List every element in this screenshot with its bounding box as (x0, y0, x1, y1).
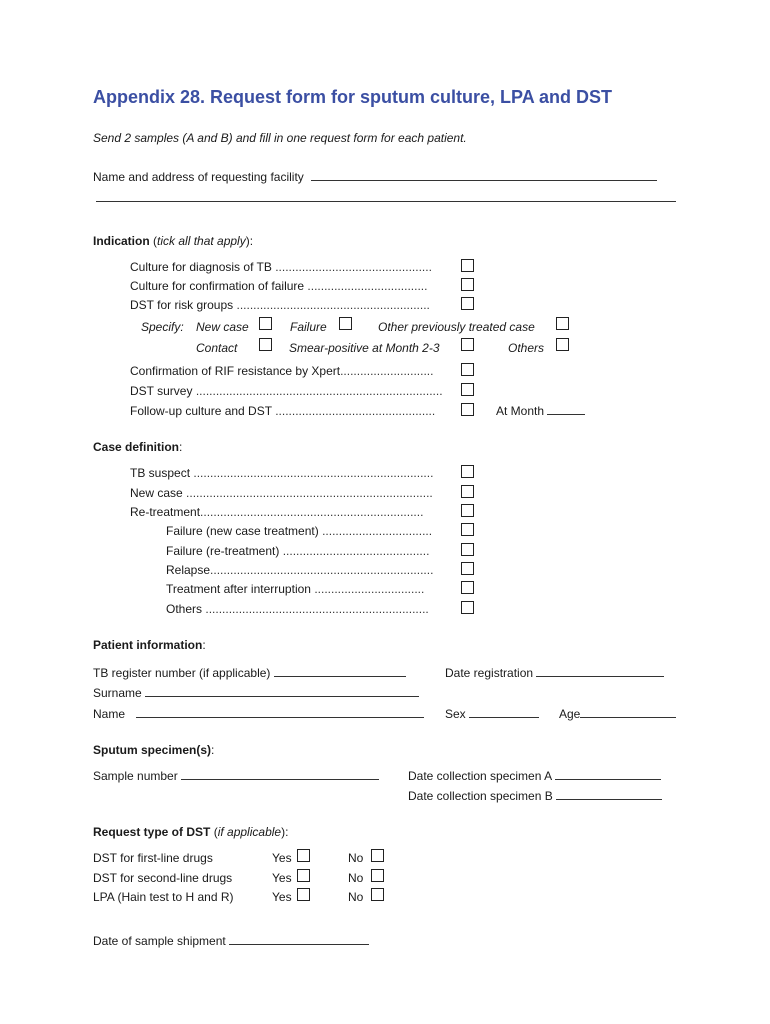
indication-checkbox[interactable] (461, 297, 474, 310)
no-checkbox[interactable] (371, 849, 384, 862)
indication-item: DST survey .......................................................................... (130, 384, 443, 398)
case-checkbox[interactable] (461, 543, 474, 556)
case-item: New case .......................................................................... (130, 486, 433, 500)
instructions: Send 2 samples (A and B) and fill in one request form for each patient. (93, 131, 467, 145)
case-definition-heading: Case definition: (93, 440, 183, 454)
specify-option: Failure (290, 320, 327, 334)
case-sub-item: Treatment after interruption ................................. (166, 582, 425, 596)
specify-option: Other previously treated case (378, 320, 535, 334)
specify-checkbox[interactable] (556, 338, 569, 351)
indication-item: DST for risk groups .......................................................... (130, 298, 430, 312)
yes-label: Yes (272, 851, 292, 865)
age-input[interactable] (580, 706, 676, 718)
register-row (93, 665, 406, 681)
specify-checkbox[interactable] (461, 338, 474, 351)
at-month-label: At Month (496, 404, 545, 418)
facility-row-2 (96, 190, 676, 206)
indication-item: Follow-up culture and DST ................................................ (130, 404, 436, 418)
request-row-label: DST for first-line drugs (93, 851, 213, 865)
name-input[interactable] (136, 706, 424, 718)
case-item: Re-treatment................................................................... (130, 505, 424, 519)
date-a-row (408, 768, 661, 784)
specify-checkbox[interactable] (259, 317, 272, 330)
no-label: No (348, 890, 364, 904)
request-row-label: LPA (Hain test to H and R) (93, 890, 234, 904)
date-b-label: Date collection specimen B (408, 789, 553, 803)
indication-heading: Indication (tick all that apply): (93, 234, 254, 248)
page-title: Appendix 28. Request form for sputum culture, LPA and DST (93, 87, 613, 107)
case-sub-item: Relapse................................................................... (166, 563, 434, 577)
date-a-label: Date collection specimen A (408, 769, 552, 783)
date-b-row (408, 788, 662, 804)
date-registration-label: Date registration (445, 666, 534, 680)
yes-checkbox[interactable] (297, 888, 310, 901)
case-checkbox[interactable] (461, 581, 474, 594)
indication-checkbox[interactable] (461, 259, 474, 272)
case-checkbox[interactable] (461, 601, 474, 614)
register-input[interactable] (274, 665, 406, 677)
register-label: TB register number (if applicable) (93, 666, 271, 680)
at-month-input[interactable] (547, 403, 585, 415)
date-a-input[interactable] (555, 768, 661, 780)
no-label: No (348, 871, 364, 885)
indication-item: Culture for diagnosis of TB ............................................... (130, 260, 432, 274)
facility-row (93, 169, 657, 185)
date-registration-row (445, 665, 664, 681)
shipment-label: Date of sample shipment (93, 934, 226, 948)
specimen-heading: Sputum specimen(s): (93, 743, 215, 757)
sample-number-row (93, 768, 379, 784)
yes-checkbox[interactable] (297, 869, 310, 882)
facility-input-line-1[interactable] (311, 169, 657, 181)
case-checkbox[interactable] (461, 523, 474, 536)
specify-option: Others (508, 341, 545, 355)
case-sub-item: Others ................................................................... (166, 602, 429, 616)
date-registration-input[interactable] (536, 665, 664, 677)
indication-heading-text: Indication (93, 234, 150, 248)
indication-item: Confirmation of RIF resistance by Xpert............................ (130, 364, 434, 378)
surname-input[interactable] (145, 685, 419, 697)
no-label: No (348, 851, 364, 865)
no-checkbox[interactable] (371, 888, 384, 901)
patient-heading: Patient information: (93, 638, 206, 652)
yes-label: Yes (272, 890, 292, 904)
name-row (93, 706, 424, 722)
surname-row (93, 685, 419, 701)
case-checkbox[interactable] (461, 562, 474, 575)
no-checkbox[interactable] (371, 869, 384, 882)
specify-checkbox[interactable] (339, 317, 352, 330)
age-label: Age (559, 707, 581, 721)
case-checkbox[interactable] (461, 465, 474, 478)
shipment-row (93, 933, 369, 949)
case-checkbox[interactable] (461, 485, 474, 498)
sex-label: Sex (445, 707, 466, 721)
specify-label: Specify: (141, 320, 184, 334)
indication-item: Culture for confirmation of failure .................................... (130, 279, 428, 293)
case-checkbox[interactable] (461, 504, 474, 517)
specify-checkbox[interactable] (259, 338, 272, 351)
case-sub-item: Failure (new case treatment) ................................. (166, 524, 433, 538)
sample-number-label: Sample number (93, 769, 178, 783)
indication-checkbox[interactable] (461, 403, 474, 416)
sex-input[interactable] (469, 706, 539, 718)
name-label: Name (93, 707, 126, 721)
indication-checkbox[interactable] (461, 383, 474, 396)
case-sub-item: Failure (re-treatment) ............................................ (166, 544, 430, 558)
indication-checkbox[interactable] (461, 278, 474, 291)
facility-input-line-2[interactable] (96, 190, 676, 202)
at-month-row (496, 403, 585, 419)
shipment-input[interactable] (229, 933, 369, 945)
request-row-label: DST for second-line drugs (93, 871, 233, 885)
date-b-input[interactable] (556, 788, 662, 800)
specify-checkbox[interactable] (556, 317, 569, 330)
case-item: TB suspect ........................................................................ (130, 466, 434, 480)
specify-option: Smear-positive at Month 2-3 (289, 341, 440, 355)
facility-label: Name and address of requesting facility (93, 170, 304, 184)
age-row (559, 706, 676, 722)
specify-option: Contact (196, 341, 238, 355)
sample-number-input[interactable] (181, 768, 379, 780)
surname-label: Surname (93, 686, 142, 700)
request-heading: Request type of DST (if applicable): (93, 825, 289, 839)
specify-option: New case (196, 320, 249, 334)
indication-checkbox[interactable] (461, 363, 474, 376)
indication-note: tick all that apply (157, 234, 246, 248)
yes-checkbox[interactable] (297, 849, 310, 862)
sex-row (445, 706, 539, 722)
yes-label: Yes (272, 871, 292, 885)
